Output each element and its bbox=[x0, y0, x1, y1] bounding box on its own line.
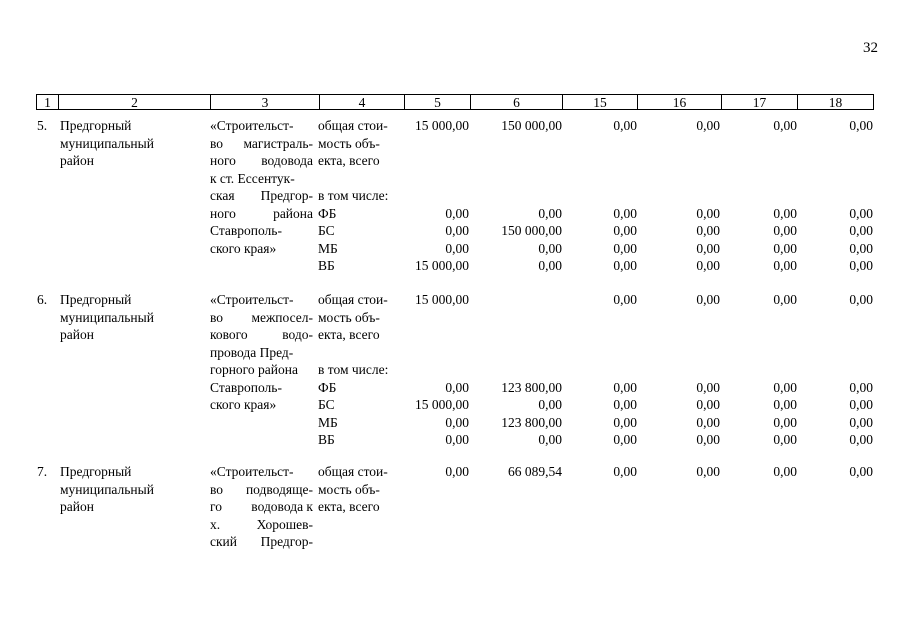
funding-source-label: МБ bbox=[318, 414, 338, 430]
value-cell: 0,00 bbox=[773, 292, 797, 307]
object-name-line: кового водо- bbox=[210, 327, 313, 342]
value-cell: 0,00 bbox=[696, 118, 720, 133]
table-header-row bbox=[36, 94, 874, 110]
page-number: 32 bbox=[863, 40, 878, 56]
object-name-line: ного района bbox=[210, 205, 313, 221]
total-label: екта, всего bbox=[318, 499, 380, 514]
header-col-2: 2 bbox=[131, 95, 138, 110]
value-cell: 0,00 bbox=[613, 240, 637, 256]
value-cell: 0,00 bbox=[613, 432, 637, 447]
value-cell: 15 000,00 bbox=[415, 258, 469, 273]
value-cell: 0,00 bbox=[696, 258, 720, 273]
value-cell: 0,00 bbox=[773, 223, 797, 238]
value-cell: 0,00 bbox=[696, 397, 720, 412]
value-cell: 0,00 bbox=[696, 223, 720, 238]
header-col-15: 15 bbox=[593, 95, 607, 110]
object-name-line: ского края» bbox=[210, 240, 277, 256]
including-label: в том числе: bbox=[318, 362, 389, 377]
row-number: 5. bbox=[37, 118, 48, 133]
value-cell: 0,00 bbox=[696, 292, 720, 307]
district-line: Предгорный bbox=[60, 118, 132, 133]
value-cell: 0,00 bbox=[613, 205, 637, 221]
value-cell: 0,00 bbox=[613, 292, 637, 307]
district-line: Предгорный bbox=[60, 464, 132, 479]
value-cell: 0,00 bbox=[696, 414, 720, 430]
value-cell: 0,00 bbox=[445, 240, 469, 256]
value-cell: 0,00 bbox=[613, 464, 637, 479]
value-cell: 0,00 bbox=[613, 414, 637, 430]
value-cell: 0,00 bbox=[538, 397, 562, 412]
value-cell: 0,00 bbox=[613, 397, 637, 412]
value-cell: 0,00 bbox=[538, 240, 562, 256]
header-col-6: 6 bbox=[513, 95, 520, 110]
value-cell: 15 000,00 bbox=[415, 397, 469, 412]
value-cell: 0,00 bbox=[849, 118, 873, 133]
value-cell: 0,00 bbox=[696, 379, 720, 395]
value-cell: 0,00 bbox=[445, 414, 469, 430]
value-cell: 0,00 bbox=[849, 258, 873, 273]
value-cell: 66 089,54 bbox=[508, 464, 562, 479]
value-cell: 0,00 bbox=[849, 397, 873, 412]
value-cell: 15 000,00 bbox=[415, 118, 469, 133]
value-cell: 0,00 bbox=[773, 205, 797, 221]
value-cell: 0,00 bbox=[773, 118, 797, 133]
object-name-line: ская Предгор- bbox=[210, 188, 313, 203]
object-name-line: «Строительст- bbox=[210, 464, 294, 479]
header-col-4: 4 bbox=[358, 95, 366, 110]
header-col-1: 1 bbox=[44, 95, 51, 110]
total-label: екта, всего bbox=[318, 327, 380, 342]
value-cell: 0,00 bbox=[538, 258, 562, 273]
value-cell: 0,00 bbox=[445, 464, 469, 479]
value-cell: 0,00 bbox=[445, 379, 469, 395]
value-cell: 0,00 bbox=[445, 223, 469, 238]
total-label: общая стои- bbox=[318, 118, 388, 133]
row-number: 7. bbox=[37, 464, 48, 479]
district-line: район bbox=[60, 153, 94, 168]
value-cell: 0,00 bbox=[445, 432, 469, 447]
district-line: Предгорный bbox=[60, 292, 132, 307]
funding-source-label: ФБ bbox=[318, 379, 337, 395]
object-name-line: во подводяще- bbox=[210, 481, 313, 497]
object-name-line: ного водовода bbox=[210, 153, 313, 168]
object-name-line: х. Хорошев- bbox=[210, 516, 313, 532]
value-cell: 0,00 bbox=[773, 240, 797, 256]
total-label: общая стои- bbox=[318, 464, 388, 479]
value-cell: 0,00 bbox=[849, 414, 873, 430]
value-cell: 0,00 bbox=[696, 205, 720, 221]
value-cell: 0,00 bbox=[538, 205, 562, 221]
funding-source-label: МБ bbox=[318, 240, 338, 256]
object-name-line: «Строительст- bbox=[210, 118, 294, 133]
object-name-line: ский Предгор- bbox=[210, 534, 313, 549]
funding-source-label: ВБ bbox=[318, 258, 335, 273]
header-col-5: 5 bbox=[434, 95, 441, 110]
value-cell: 0,00 bbox=[849, 432, 873, 447]
value-cell: 0,00 bbox=[849, 223, 873, 238]
value-cell: 0,00 bbox=[445, 205, 469, 221]
object-name-line: горного района bbox=[210, 362, 298, 377]
funding-source-label: БС bbox=[318, 223, 335, 238]
value-cell: 0,00 bbox=[613, 223, 637, 238]
object-name-line: во магистраль- bbox=[210, 135, 313, 151]
total-label: мость объ- bbox=[318, 309, 380, 325]
header-col-17: 17 bbox=[752, 95, 767, 110]
value-cell: 123 800,00 bbox=[501, 379, 562, 395]
total-label: мость объ- bbox=[318, 135, 380, 151]
value-cell: 0,00 bbox=[613, 118, 637, 133]
header-col-3: 3 bbox=[261, 95, 269, 110]
value-cell: 0,00 bbox=[773, 464, 797, 479]
value-cell: 0,00 bbox=[849, 292, 873, 307]
object-name-line: го водовода к bbox=[210, 499, 313, 514]
header-col-18: 18 bbox=[828, 95, 843, 110]
object-name-line: во межпосел- bbox=[210, 309, 313, 325]
value-cell: 15 000,00 bbox=[415, 292, 469, 307]
district-line: район bbox=[60, 327, 94, 342]
row-number: 6. bbox=[37, 292, 48, 307]
value-cell: 0,00 bbox=[696, 432, 720, 447]
funding-source-label: ВБ bbox=[318, 432, 335, 447]
funding-source-label: БС bbox=[318, 397, 335, 412]
value-cell: 0,00 bbox=[849, 464, 873, 479]
value-cell: 0,00 bbox=[849, 240, 873, 256]
value-cell: 0,00 bbox=[773, 397, 797, 412]
district-line: муниципальный bbox=[60, 135, 154, 151]
object-name-line: «Строительст- bbox=[210, 292, 294, 307]
object-name-line: к ст. Ессентук- bbox=[210, 170, 295, 186]
total-label: общая стои- bbox=[318, 292, 388, 307]
value-cell: 0,00 bbox=[773, 432, 797, 447]
object-name-line: Ставрополь- bbox=[210, 223, 282, 238]
value-cell: 0,00 bbox=[613, 379, 637, 395]
value-cell: 0,00 bbox=[613, 258, 637, 273]
object-name-line: провода Пред- bbox=[210, 344, 294, 360]
value-cell: 0,00 bbox=[696, 464, 720, 479]
district-line: район bbox=[60, 499, 94, 514]
value-cell: 0,00 bbox=[773, 414, 797, 430]
district-line: муниципальный bbox=[60, 309, 154, 325]
total-label: екта, всего bbox=[318, 153, 380, 168]
value-cell: 0,00 bbox=[773, 379, 797, 395]
value-cell: 0,00 bbox=[696, 240, 720, 256]
object-name-line: Ставрополь- bbox=[210, 379, 282, 395]
header-col-16: 16 bbox=[672, 95, 687, 110]
object-name-line: ского края» bbox=[210, 397, 277, 412]
value-cell: 150 000,00 bbox=[501, 118, 562, 133]
total-label: мость объ- bbox=[318, 481, 380, 497]
value-cell: 0,00 bbox=[849, 379, 873, 395]
funding-source-label: ФБ bbox=[318, 205, 337, 221]
value-cell: 150 000,00 bbox=[501, 223, 562, 238]
value-cell: 0,00 bbox=[849, 205, 873, 221]
value-cell: 0,00 bbox=[538, 432, 562, 447]
value-cell: 123 800,00 bbox=[501, 414, 562, 430]
including-label: в том числе: bbox=[318, 188, 389, 203]
district-line: муниципальный bbox=[60, 481, 154, 497]
value-cell: 0,00 bbox=[773, 258, 797, 273]
